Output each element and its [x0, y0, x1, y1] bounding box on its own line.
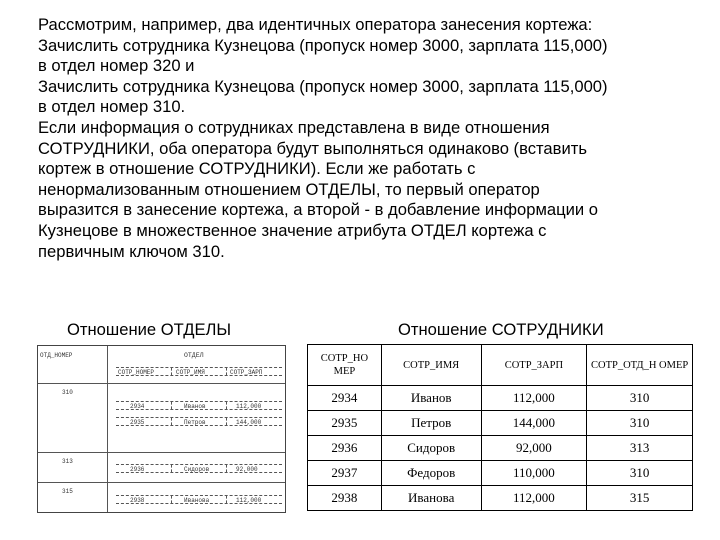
nested-row: 2936 Сидоров 92,000 [116, 464, 282, 473]
nested-row: 2938 Иванова 112,000 [116, 495, 282, 504]
subheader-cell: СОТР_ИМЯ [176, 369, 205, 376]
text-line: Зачислить сотрудника Кузнецова (пропуск номер 3000, зарплата 115,000) [38, 76, 608, 96]
otdely-group-row [38, 482, 285, 513]
otdely-group-header: ОТДЕЛ [184, 352, 204, 359]
table-row: 2937 Федоров 110,000 310 [308, 461, 693, 486]
text-line: в отдел номер 320 и [38, 56, 195, 76]
text-line: выразится в занесение кортежа, а второй - в добавление информации о [38, 200, 598, 220]
nested-row: 2935 Петров 144,000 [116, 417, 282, 426]
text-line: Если информация о сотрудниках представлена в виде отношения [38, 117, 550, 137]
text-line: в отдел номер 310. [38, 97, 186, 117]
text-line: кортеж в отношение СОТРУДНИКИ). Если же работать с [38, 159, 476, 179]
text-line: Кузнецове в множественное значение атрибута ОТДЕЛ кортежа с [38, 220, 547, 240]
otdely-key-header: ОТД_НОМЕР [40, 352, 73, 359]
subheader-cell: СОТР_НОМЕР [118, 369, 155, 376]
otdely-table [37, 345, 286, 513]
table-row: 2934 Иванов 112,000 310 [308, 386, 693, 411]
table-row: 2935 Петров 144,000 310 [308, 411, 693, 436]
sotrudniki-table [307, 344, 693, 511]
otdely-caption: Отношение ОТДЕЛЫ [67, 320, 232, 339]
table-row: 2936 Сидоров 92,000 313 [308, 436, 693, 461]
otdely-key-cell: 313 [62, 458, 73, 465]
otdely-group-row [38, 452, 285, 483]
text-line: Рассмотрим, например, два идентичных оператора занесения кортежа: [38, 15, 593, 34]
text-line: первичным ключом 310. [38, 241, 225, 261]
table-row: 2938 Иванова 112,000 315 [308, 486, 693, 511]
sotrudniki-caption: Отношение СОТРУДНИКИ [398, 320, 604, 339]
otdely-key-cell: 310 [62, 389, 73, 396]
header-cell-sotr-nomer: СОТР_НО МЕР [308, 345, 382, 386]
table-header-row [308, 345, 693, 386]
header-cell-sotr-otd-nomer: СОТР_ОТД_Н ОМЕР [587, 345, 693, 386]
header-cell-sotr-zarp: СОТР_ЗАРП [481, 345, 587, 386]
otdely-key-cell: 315 [62, 488, 73, 495]
nested-row: 2934 Иванов 112,000 [116, 401, 282, 410]
otdely-subheader [116, 367, 282, 376]
otdely-group-row [38, 383, 285, 453]
main-paragraph [38, 15, 698, 262]
otdely-header-row [38, 346, 285, 384]
subheader-cell: СОТР_ЗАРП [230, 369, 263, 376]
text-line: СОТРУДНИКИ, оба оператора будут выполняться одинаково (вставить [38, 138, 587, 158]
text-line: Зачислить сотрудника Кузнецова (пропуск номер 3000, зарплата 115,000) [38, 35, 608, 55]
header-cell-sotr-imya: СОТР_ИМЯ [381, 345, 481, 386]
text-line: ненормализованным отношением ОТДЕЛЫ, то первый оператор [38, 179, 540, 199]
